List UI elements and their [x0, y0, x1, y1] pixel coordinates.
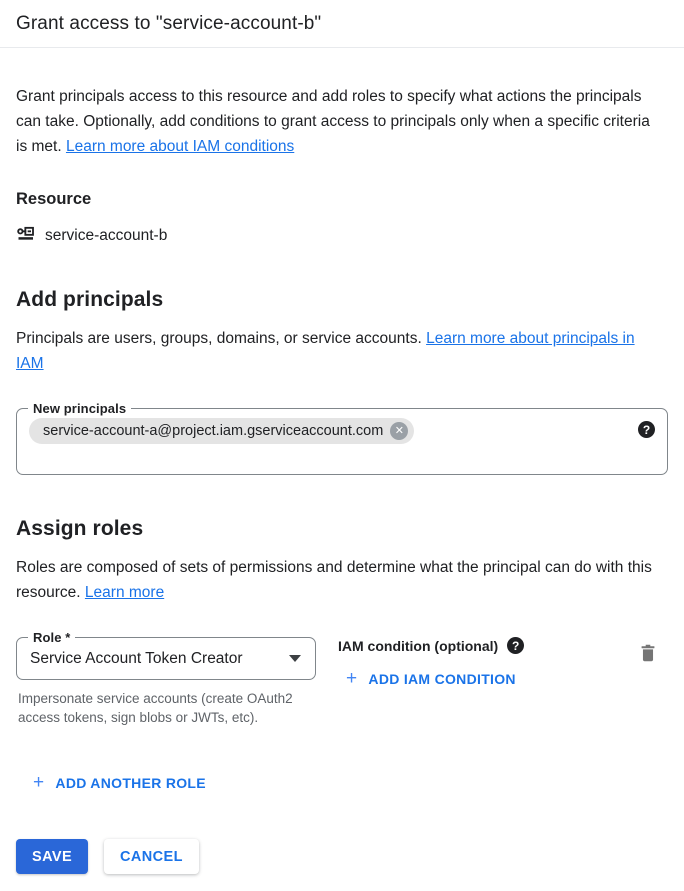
iam-condition-label-row	[338, 637, 628, 654]
add-iam-condition-button[interactable]	[346, 669, 516, 688]
principal-chip-value: service-account-a@project.iam.gserviceaccount.com	[43, 423, 384, 439]
principals-description	[16, 326, 664, 376]
new-principals-field[interactable]	[16, 401, 668, 475]
delete-role-button[interactable]	[628, 637, 668, 664]
page-title: Grant access to "service-account-b"	[16, 13, 322, 34]
roles-learn-more-link[interactable]: Learn more	[84, 584, 165, 601]
resource-heading: Resource	[16, 190, 92, 208]
cancel-button[interactable]: CANCEL	[104, 839, 199, 874]
add-iam-condition-label: ADD IAM CONDITION	[368, 670, 516, 687]
dialog-actions	[16, 839, 199, 874]
role-column	[16, 630, 316, 727]
role-field	[16, 630, 316, 680]
service-account-icon	[16, 226, 36, 246]
role-row	[16, 630, 668, 727]
learn-more-iam-conditions-link[interactable]: Learn more about IAM conditions	[65, 138, 295, 155]
plus-icon: +	[33, 772, 45, 793]
dialog-header	[0, 0, 684, 48]
role-selected-value: Service Account Token Creator	[30, 649, 243, 667]
principals-description-text: Principals are users, groups, domains, or service accounts.	[16, 330, 427, 347]
save-button[interactable]: SAVE	[16, 839, 88, 874]
new-principals-label: New principals	[28, 400, 131, 417]
add-principals-heading: Add principals	[16, 288, 164, 311]
iam-condition-label: IAM condition (optional)	[338, 637, 499, 654]
principals-help-icon[interactable]: ?	[638, 421, 655, 438]
iam-condition-column	[316, 637, 628, 689]
principal-chip[interactable]	[29, 418, 414, 444]
trash-icon	[637, 642, 659, 664]
resource-row	[16, 226, 668, 246]
plus-icon: +	[346, 668, 358, 689]
iam-condition-help-icon[interactable]: ?	[507, 637, 524, 654]
chip-remove-icon[interactable]: ✕	[390, 422, 408, 440]
learn-more-principals-link[interactable]: Learn more about principals in IAM	[16, 330, 635, 372]
roles-description	[16, 555, 664, 605]
assign-roles-heading: Assign roles	[16, 517, 144, 540]
intro-paragraph	[16, 84, 661, 159]
role-label: Role *	[28, 629, 75, 646]
roles-description-text: Roles are composed of sets of permissions and determine what the principal can do with this resource.	[16, 559, 652, 601]
add-another-role-label: ADD ANOTHER ROLE	[55, 774, 206, 791]
role-help-text: Impersonate service accounts (create OAuth2 access tokens, sign blobs or JWTs, etc).	[18, 691, 293, 725]
resource-name: service-account-b	[45, 227, 168, 244]
dropdown-arrow-icon	[289, 655, 301, 662]
add-another-role-button[interactable]	[33, 773, 206, 792]
dialog-content	[0, 84, 684, 793]
intro-text: Grant principals access to this resource and add roles to specify what actions the principals can take. Optionally, add conditions to grant access to principals only when a specific criteria is met.	[16, 88, 650, 155]
